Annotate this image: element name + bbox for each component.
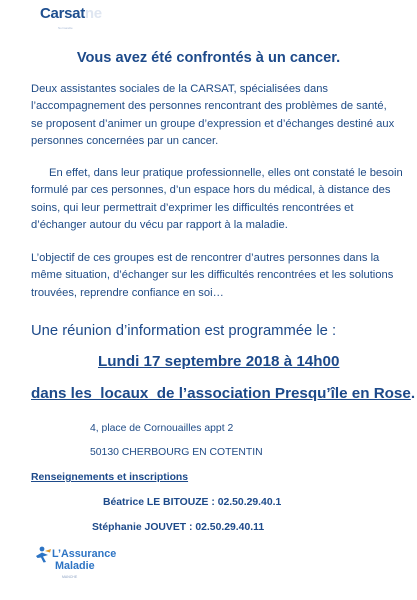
assurance-maladie-line2: Maladie	[55, 560, 95, 572]
page-title: Vous avez été confrontés à un cancer.	[76, 50, 341, 66]
assurance-maladie-logo-text	[52, 548, 116, 572]
meeting-location	[31, 385, 415, 402]
contact-line: Béatrice LE BITOUZE : 02.50.29.40.1	[103, 497, 282, 508]
assurance-maladie-logo-icon	[34, 545, 54, 565]
assurance-maladie-subtitle: MANCHE	[62, 575, 78, 579]
paragraph-context: En effet, dans leur pratique professionnelle, elles ont constaté le besoin formulé par ces personnes, d’un espace hors du médical, à distance des soins, qui leur permettrait d’exprimer les difficultés rencontrées et d’échanger autour du vécu par rapport à la maladie.	[31, 167, 403, 232]
paragraph-intro: Deux assistantes sociales de la CARSAT, spécialisées dans l’accompagnement des personnes rencontrant des problèmes de santé, se proposent d’animer un groupe d’expression et d’échanges destiné aux personnes concernées par un cancer.	[31, 83, 395, 148]
meeting-location-period: .	[410, 385, 416, 402]
carsat-logo-text: Carsat	[40, 5, 85, 22]
assurance-maladie-line1: L’Assurance	[52, 548, 117, 560]
meeting-date: Lundi 17 septembre 2018 à 14h00	[98, 353, 340, 370]
paragraph-objective: L’objectif de ces groupes est de rencontrer d’autres personnes dans la même situation, d’échanger sur les difficultés rencontrées et les solutions trouvées, reprendre confiance en soi…	[31, 252, 394, 299]
meeting-announcement: Une réunion d’information est programmée le :	[31, 323, 337, 339]
carsat-logo-suffix: ne	[84, 5, 102, 22]
address-line-2: 50130 CHERBOURG EN COTENTIN	[90, 447, 263, 458]
contact-line: Stéphanie JOUVET : 02.50.29.40.11	[92, 522, 265, 533]
meeting-location-text: dans les locaux de l’association Presqu’île en Rose	[31, 385, 411, 402]
address-line-1: 4, place de Cornouailles appt 2	[90, 423, 234, 434]
info-heading: Renseignements et inscriptions	[31, 472, 189, 483]
carsat-logo	[40, 5, 102, 22]
carsat-logo-subtitle: Normandie	[58, 26, 73, 30]
